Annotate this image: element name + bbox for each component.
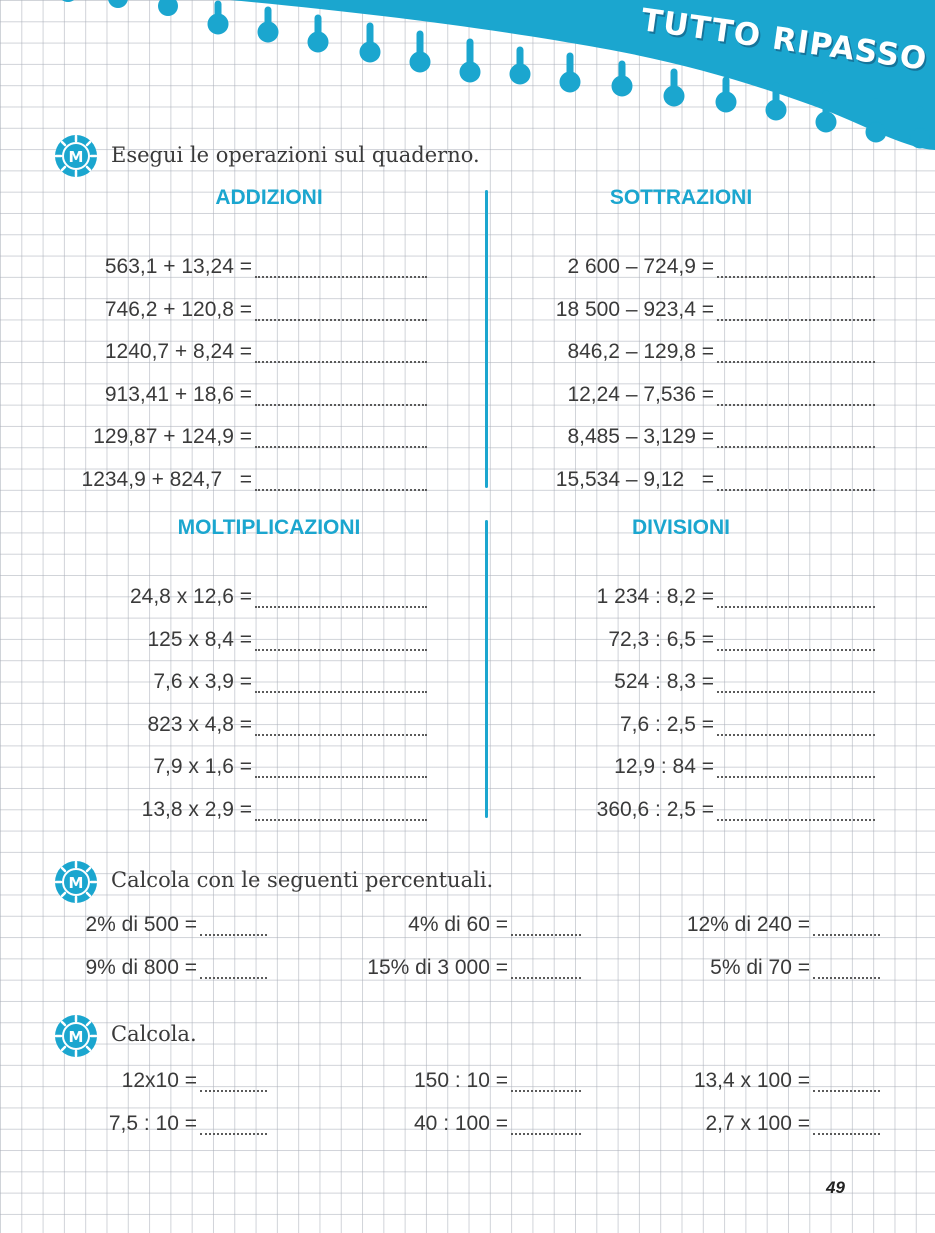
- percentuale-expression: 2% di 500 =: [85, 913, 197, 936]
- answer-blank[interactable]: [255, 361, 427, 363]
- divisione-expression: 7,6 : 2,5 =: [620, 712, 714, 736]
- percentuale-expression: 12% di 240 =: [686, 913, 810, 936]
- page-number: 49: [826, 1178, 845, 1197]
- answer-blank[interactable]: [813, 1133, 880, 1135]
- answer-blank[interactable]: [200, 1090, 267, 1092]
- answer-blank[interactable]: [717, 276, 875, 278]
- addizione-expression: 129,87 + 124,9 =: [93, 425, 252, 448]
- answer-blank[interactable]: [255, 446, 427, 448]
- answer-blank[interactable]: [813, 1090, 880, 1092]
- answer-blank[interactable]: [255, 276, 427, 278]
- sottrazione-expression: 18 500 – 923,4 =: [555, 297, 714, 321]
- calcolo-row: [340, 1066, 581, 1096]
- moltiplicazione-expression: 13,8 x 2,9 =: [141, 797, 252, 821]
- svg-text:M: M: [68, 148, 84, 166]
- m-badge-icon: [53, 1013, 99, 1059]
- drip-blob: [360, 42, 380, 62]
- calcolo-expression: 2,7 x 100 =: [705, 1112, 810, 1135]
- percentuale-expression: 5% di 70 =: [710, 956, 810, 979]
- divisione-row: [500, 582, 875, 612]
- sottrazione-row: [500, 252, 875, 282]
- answer-blank[interactable]: [717, 776, 875, 778]
- calcolo-expression: 12x10 =: [121, 1069, 197, 1092]
- divisioni-title: DIVISIONI: [631, 516, 731, 539]
- moltiplicazione-row: [60, 795, 427, 825]
- drip-blob: [460, 62, 480, 82]
- divisione-expression: 72,3 : 6,5 =: [608, 627, 714, 651]
- calcolo-expression: 40 : 100 =: [414, 1112, 508, 1135]
- answer-blank[interactable]: [813, 934, 880, 936]
- addizione-expression: 1240,7 + 8,24 =: [104, 340, 252, 363]
- answer-blank[interactable]: [813, 977, 880, 979]
- addizione-row: [60, 337, 427, 367]
- drip-blob: [664, 86, 684, 106]
- moltiplicazione-expression: 125 x 8,4 =: [147, 627, 252, 651]
- answer-blank[interactable]: [717, 649, 875, 651]
- percentuale-row: [340, 953, 581, 983]
- moltiplicazione-row: [60, 710, 427, 740]
- sottrazione-row: [500, 295, 875, 325]
- sottrazione-expression: 846,2 – 129,8 =: [567, 340, 714, 363]
- drip-blob: [560, 72, 580, 92]
- answer-blank[interactable]: [717, 404, 875, 406]
- calcolo-expression: 7,5 : 10 =: [108, 1112, 197, 1135]
- divisione-row: [500, 795, 875, 825]
- addizione-row: [60, 422, 427, 452]
- answer-blank[interactable]: [255, 489, 427, 491]
- addizione-expression: 746,2 + 120,8 =: [104, 297, 252, 321]
- addizione-expression: 913,41 + 18,6 =: [104, 382, 252, 406]
- svg-text:M: M: [68, 1028, 84, 1046]
- addizione-row: [60, 295, 427, 325]
- addizione-expression: 1234,9 + 824,7 =: [81, 467, 252, 491]
- sottrazione-row: [500, 380, 875, 410]
- answer-blank[interactable]: [717, 606, 875, 608]
- moltiplicazione-row: [60, 582, 427, 612]
- drip-blob: [410, 52, 430, 72]
- divisione-expression: 12,9 : 84 =: [614, 755, 714, 778]
- divisione-expression: 524 : 8,3 =: [614, 670, 714, 693]
- svg-text:M: M: [68, 874, 84, 892]
- answer-blank[interactable]: [717, 446, 875, 448]
- divisione-row: [500, 625, 875, 655]
- section-divider: [485, 190, 488, 488]
- answer-blank[interactable]: [511, 977, 581, 979]
- calcolo-row: [60, 1109, 267, 1139]
- answer-blank[interactable]: [717, 489, 875, 491]
- divisione-expression: 1 234 : 8,2 =: [596, 585, 714, 608]
- answer-blank[interactable]: [255, 776, 427, 778]
- answer-blank[interactable]: [200, 1133, 267, 1135]
- moltiplicazione-expression: 7,9 x 1,6 =: [153, 755, 252, 778]
- sottrazione-expression: 12,24 – 7,536 =: [567, 382, 714, 406]
- drip-blob: [766, 100, 786, 120]
- drip-blob: [866, 122, 886, 142]
- m-badge-icon: [53, 859, 99, 905]
- drip-blob: [910, 128, 930, 148]
- banner-title: TUTTO RIPASSO: [638, 2, 930, 78]
- answer-blank[interactable]: [255, 404, 427, 406]
- answer-blank[interactable]: [255, 734, 427, 736]
- moltiplicazione-row: [60, 752, 427, 782]
- calcolo-row: [60, 1066, 267, 1096]
- answer-blank[interactable]: [717, 361, 875, 363]
- percentuale-row: [340, 910, 581, 940]
- exercise1-instruction: Esegui le operazioni sul quaderno.: [111, 143, 480, 167]
- section-divider: [485, 520, 488, 818]
- percentuale-row: [650, 910, 880, 940]
- sottrazioni-title: SOTTRAZIONI: [609, 186, 753, 209]
- calcolo-expression: 150 : 10 =: [414, 1069, 508, 1092]
- sottrazione-expression: 15,534 – 9,12 =: [555, 467, 714, 491]
- addizioni-title: ADDIZIONI: [215, 186, 323, 209]
- percentuale-row: [60, 910, 267, 940]
- moltiplicazioni-title: MOLTIPLICAZIONI: [177, 516, 361, 539]
- addizione-row: [60, 380, 427, 410]
- calcolo-row: [650, 1066, 880, 1096]
- calcolo-expression: 13,4 x 100 =: [693, 1069, 810, 1092]
- answer-blank[interactable]: [717, 819, 875, 821]
- moltiplicazione-row: [60, 625, 427, 655]
- drip-blob: [208, 14, 228, 34]
- addizione-row: [60, 252, 427, 282]
- addizione-row: [60, 465, 427, 495]
- exercise2-instruction: Calcola con le seguenti percentuali.: [111, 868, 494, 892]
- divisione-row: [500, 752, 875, 782]
- answer-blank[interactable]: [255, 649, 427, 651]
- drip-blob: [308, 32, 328, 52]
- answer-blank[interactable]: [255, 691, 427, 693]
- answer-blank[interactable]: [255, 606, 427, 608]
- sottrazione-row: [500, 422, 875, 452]
- drip-blob: [510, 64, 530, 84]
- sottrazione-expression: 8,485 – 3,129 =: [567, 425, 714, 448]
- moltiplicazione-expression: 7,6 x 3,9 =: [153, 670, 252, 693]
- calcolo-row: [650, 1109, 880, 1139]
- drip-blob: [612, 76, 632, 96]
- divisione-row: [500, 667, 875, 697]
- divisione-expression: 360,6 : 2,5 =: [596, 797, 714, 821]
- drip-blob: [816, 112, 836, 132]
- answer-blank[interactable]: [255, 319, 427, 321]
- percentuale-row: [60, 953, 267, 983]
- sottrazione-row: [500, 337, 875, 367]
- answer-blank[interactable]: [511, 1090, 581, 1092]
- drip-blob: [258, 22, 278, 42]
- moltiplicazione-expression: 24,8 x 12,6 =: [129, 585, 252, 608]
- sottrazione-expression: 2 600 – 724,9 =: [567, 255, 714, 278]
- calcolo-row: [340, 1109, 581, 1139]
- moltiplicazione-row: [60, 667, 427, 697]
- percentuale-expression: 15% di 3 000 =: [367, 956, 508, 979]
- sottrazione-row: [500, 465, 875, 495]
- m-badge-icon: [53, 133, 99, 179]
- percentuale-expression: 4% di 60 =: [408, 913, 508, 936]
- answer-blank[interactable]: [717, 691, 875, 693]
- answer-blank[interactable]: [200, 934, 267, 936]
- drip-blob: [716, 92, 736, 112]
- answer-blank[interactable]: [511, 934, 581, 936]
- answer-blank[interactable]: [717, 734, 875, 736]
- percentuale-expression: 9% di 800 =: [85, 956, 197, 979]
- answer-blank[interactable]: [511, 1133, 581, 1135]
- drip-decorations-top: [58, 0, 178, 16]
- answer-blank[interactable]: [255, 819, 427, 821]
- addizione-expression: 563,1 + 13,24 =: [104, 255, 252, 278]
- exercise3-instruction: Calcola.: [111, 1022, 197, 1046]
- percentuale-row: [650, 953, 880, 983]
- moltiplicazione-expression: 823 x 4,8 =: [147, 712, 252, 736]
- divisione-row: [500, 710, 875, 740]
- answer-blank[interactable]: [717, 319, 875, 321]
- answer-blank[interactable]: [200, 977, 267, 979]
